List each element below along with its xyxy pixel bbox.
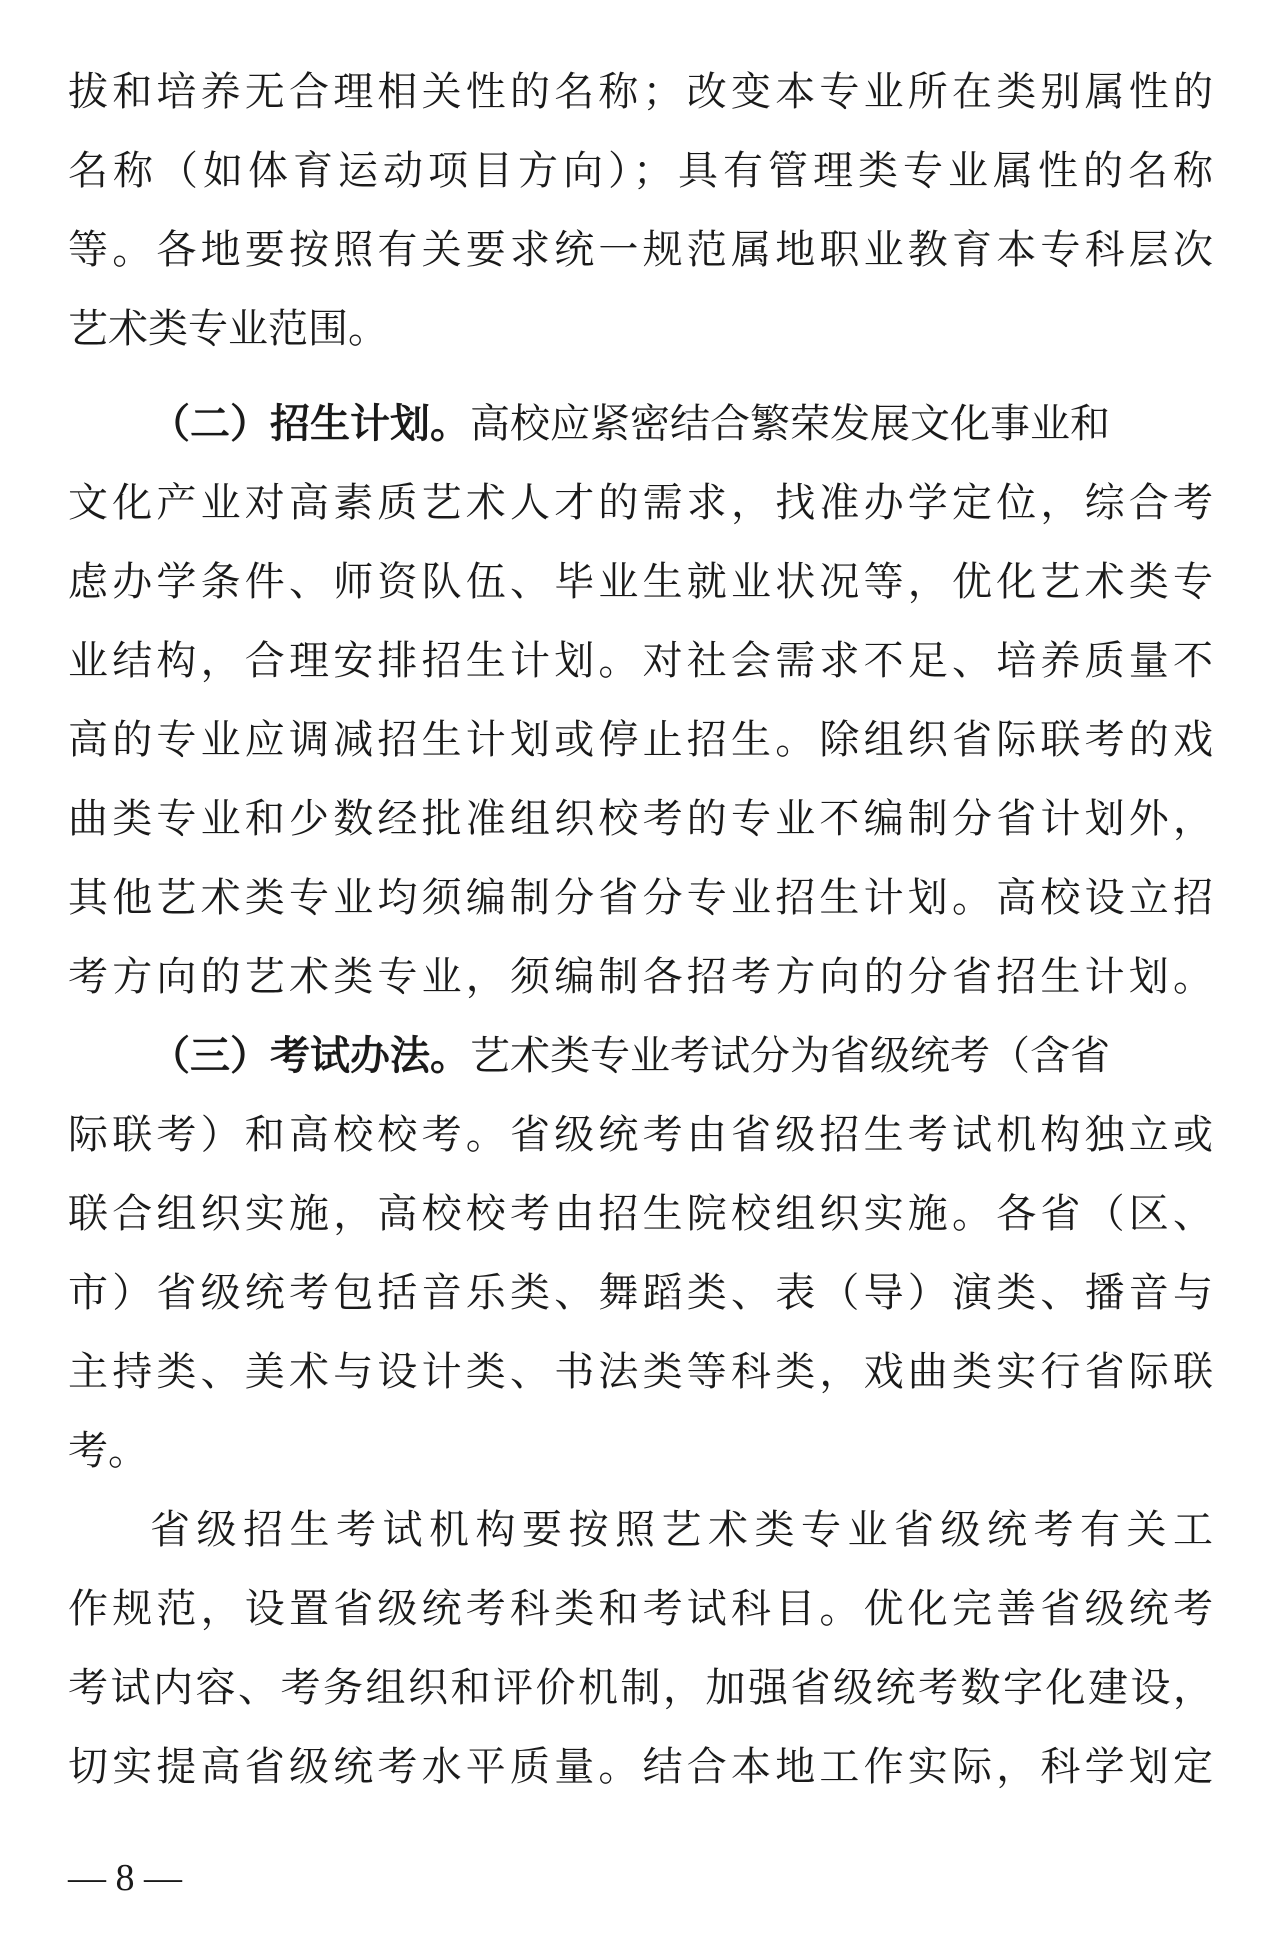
section-2-heading: （二）招生计划。 <box>150 400 470 447</box>
section-2-first-line-text: 高校应紧密结合繁荣发展文化事业和 <box>470 401 1110 447</box>
section-2-first-line <box>150 385 1213 463</box>
section-2-line: 虑办学条件、师资队伍、毕业生就业状况等，优化艺术类专 <box>68 559 1213 605</box>
section-3-line: 主持类、美术与设计类、书法类等科类，戏曲类实行省际联 <box>68 1349 1213 1395</box>
section-2-line: 曲类专业和少数经批准组织校考的专业不编制分省计划外， <box>68 796 1213 842</box>
section-3-first-line-text: 艺术类专业考试分为省级统考（含省 <box>470 1033 1110 1079</box>
section-3-line: 考。 <box>68 1428 148 1474</box>
section-2-line: 其他艺术类专业均须编制分省分专业招生计划。高校设立招 <box>68 875 1213 921</box>
paragraph-1-line-3: 等。各地要按照有关要求统一规范属地职业教育本专科层次 <box>68 227 1213 273</box>
section-3-line: 联合组织实施，高校校考由招生院校组织实施。各省（区、 <box>68 1191 1213 1237</box>
section-3-line: 际联考）和高校校考。省级统考由省级招生考试机构独立或 <box>68 1112 1213 1158</box>
section-2-line: 文化产业对高素质艺术人才的需求，找准办学定位，综合考 <box>68 480 1213 526</box>
section-2-line: 业结构，合理安排招生计划。对社会需求不足、培养质量不 <box>68 638 1213 684</box>
paragraph-1-line-4: 艺术类专业范围。 <box>68 306 388 352</box>
paragraph-4-line: 作规范，设置省级统考科类和考试科目。优化完善省级统考 <box>68 1586 1213 1632</box>
paragraph-1-line-2: 名称（如体育运动项目方向）；具有管理类专业属性的名称 <box>68 148 1213 194</box>
section-3-heading: （三）考试办法。 <box>150 1032 470 1079</box>
page-number: — 8 — <box>68 1857 182 1899</box>
section-3-first-line <box>150 1017 1213 1095</box>
section-2-line: 高的专业应调减招生计划或停止招生。除组织省际联考的戏 <box>68 717 1213 763</box>
paragraph-1-line-1: 拔和培养无合理相关性的名称；改变本专业所在类别属性的 <box>68 69 1213 115</box>
paragraph-4-line: 考试内容、考务组织和评价机制，加强省级统考数字化建设， <box>68 1665 1213 1711</box>
section-3-line: 市）省级统考包括音乐类、舞蹈类、表（导）演类、播音与 <box>68 1270 1213 1316</box>
paragraph-4-line: 切实提高省级统考水平质量。结合本地工作实际，科学划定 <box>68 1744 1213 1790</box>
paragraph-4-first-line: 省级招生考试机构要按照艺术类专业省级统考有关工 <box>150 1507 1213 1553</box>
section-2-line: 考方向的艺术类专业，须编制各招考方向的分省招生计划。 <box>68 954 1213 1000</box>
